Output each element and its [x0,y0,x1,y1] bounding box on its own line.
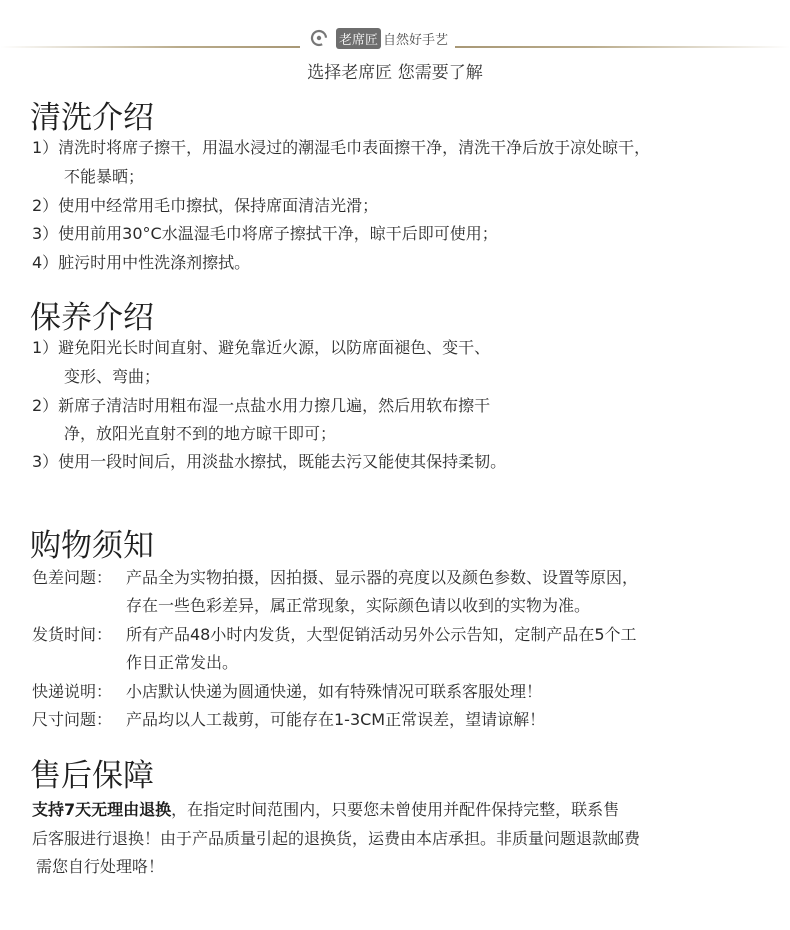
maintenance-item: 2）新席子清洁时用粗布湿一点盐水用力擦几遍，然后用软布擦干 [32,396,491,415]
header-bar [0,22,790,52]
maintenance-item: 净，放阳光直射不到的地方晾干即可； [64,424,337,443]
header-divider-right [455,46,790,48]
purchase-value: 存在一些色彩差异，属正常现象，实际颜色请以收到的实物为准。 [126,596,591,615]
maintenance-item: 3）使用一段时间后，用淡盐水擦拭，既能去污又能使其保持柔韧。 [32,452,507,471]
purchase-label: 发货时间： [32,625,113,644]
brand-name: 老席匠 [336,28,381,49]
maintenance-item: 1）避免阳光长时间直射、避免靠近火源，以防席面褪色、变干、 [32,338,491,357]
purchase-value: 产品全为实物拍摄，因拍摄、显示器的亮度以及颜色参数、设置等原因， [126,568,639,587]
aftersale-line [32,795,619,824]
purchase-label: 尺寸问题： [32,710,113,729]
maintenance-item: 变形、弯曲； [64,367,161,386]
purchase-value: 作日正常发出。 [126,653,239,672]
aftersale-title: 售后保障 [30,758,154,794]
brand-slogan: 自然好手艺 [383,32,449,48]
cleaning-item: 2）使用中经常用毛巾擦拭，保持席面清洁光滑； [32,196,379,215]
aftersale-line: 需您自行处理咯！ [36,857,165,876]
purchase-label: 色差问题： [32,568,113,587]
cleaning-item: 4）脏污时用中性洗涤剂擦拭。 [32,253,251,272]
aftersale-text: ，在指定时间范围内，只要您未曾使用并配件保持完整，联系售 [171,800,620,819]
aftersale-highlight: 支持7天无理由退换 [32,800,172,819]
purchase-label: 快递说明： [32,682,113,701]
purchase-value: 所有产品48小时内发货，大型促销活动另外公示告知，定制产品在5个工 [126,625,637,644]
page-subtitle: 选择老席匠 您需要了解 [307,63,483,83]
cleaning-item: 1）清洗时将席子擦干，用温水浸过的潮湿毛巾表面擦干净，清洗干净后放于凉处晾干， [32,138,651,157]
maintenance-title: 保养介绍 [30,300,154,336]
purchase-value: 产品均以人工裁剪，可能存在1-3CM正常误差，望请谅解！ [126,710,546,729]
wreath-logo-icon [310,29,328,47]
cleaning-item: 3）使用前用30°C水温湿毛巾将席子擦拭干净，晾干后即可使用； [32,224,498,243]
cleaning-title: 清洗介绍 [30,100,154,136]
purchase-value: 小店默认快递为圆通快递，如有特殊情况可联系客服处理！ [126,682,543,701]
header-divider-left [0,46,300,48]
purchase-title: 购物须知 [30,528,154,564]
aftersale-line: 后客服进行退换！由于产品质量引起的退换货，运费由本店承担。非质量问题退款邮费 [32,829,641,848]
cleaning-item: 不能暴晒； [64,167,145,186]
brand-logo [310,27,448,49]
